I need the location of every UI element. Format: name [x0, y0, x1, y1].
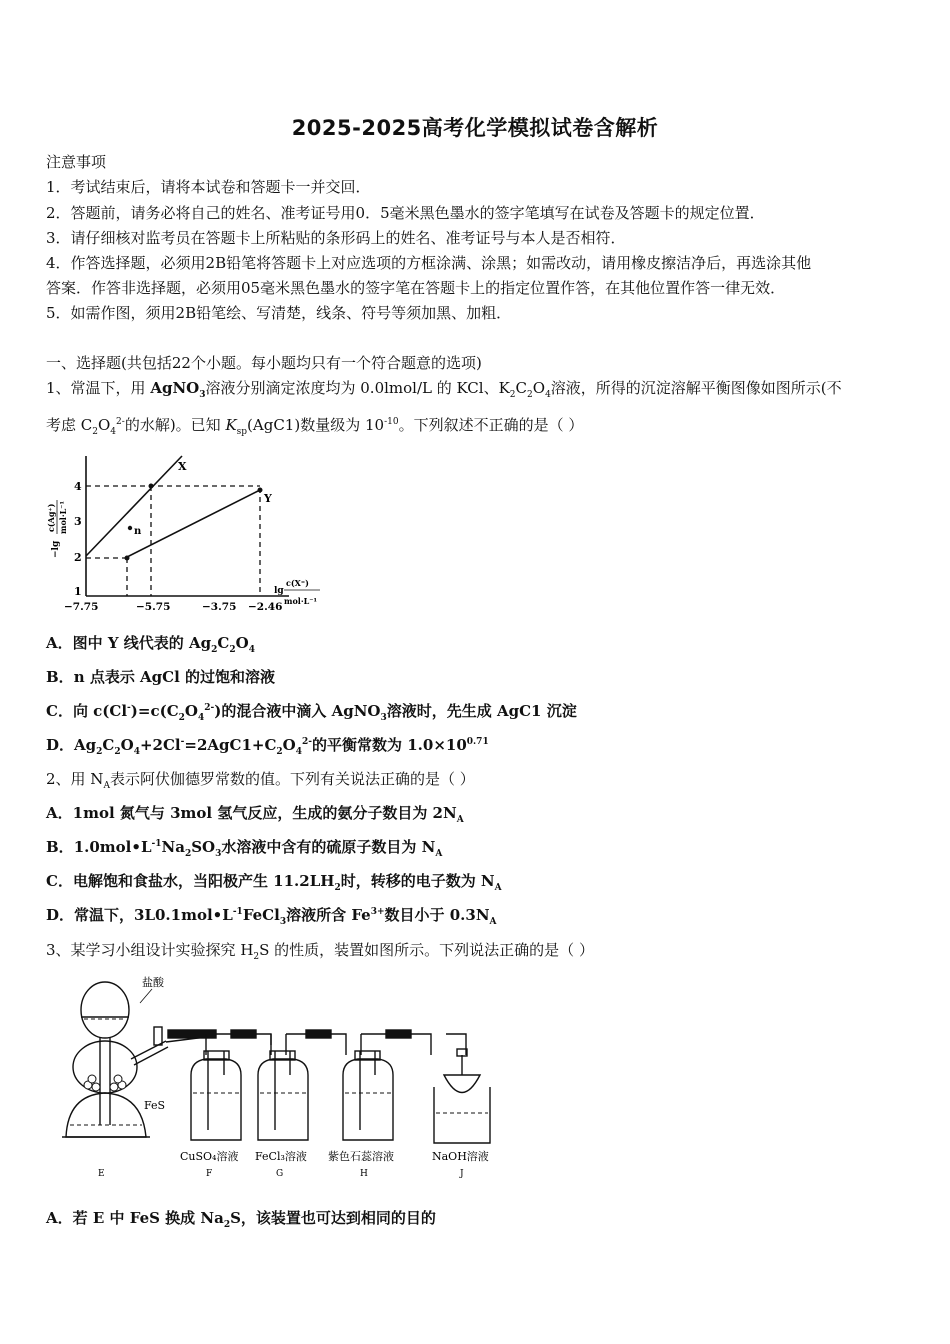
q3-stem: 3、某学习小组设计实验探究 $H_2S$ 的性质，装置如图所示。下列说法正确的是（ ）	[46, 941, 594, 962]
x-label-prefix: lg	[274, 586, 284, 596]
q1-stem-line1: 1、常温下，用 AgNO$_3$溶液分别滴定浓度均为 0.0lmol/L 的 KCl、$K_2C_2O_4$溶液，所得的沉淀溶解平衡图像如图所示(不	[46, 379, 842, 400]
q2-option-a: A．1mol 氮气与 3mol 氢气反应，生成的氨分子数目为 $2N_A$	[46, 804, 464, 825]
label-litmus: 紫色石蕊溶液	[328, 1150, 394, 1163]
x-label-bottom: mol·L⁻¹	[284, 596, 317, 606]
notice-heading: 注意事项	[46, 153, 107, 171]
q3-apparatus-diagram	[56, 975, 496, 1180]
q2-option-c: C．电解饱和食盐水，当阳极产生 $11.2LH_2$时，转移的电子数为 $N_A$	[46, 872, 502, 893]
label-h: H	[360, 1169, 368, 1179]
label-y: Y	[264, 492, 272, 505]
q2-stem: 2、用 $N_A$表示阿伏伽德罗常数的值。下列有关说法正确的是（ ）	[46, 770, 475, 791]
notice-item-4: 4．作答选择题，必须用2B铅笔将答题卡上对应选项的方框涂满、涂黑；如需改动，请用橡皮擦洁净后，再选涂其他	[46, 254, 812, 272]
page-title: 2025-2025高考化学模拟试卷含解析	[291, 116, 659, 140]
notice-item-3: 3．请仔细核对监考员在答题卡上所粘贴的条形码上的姓名、准考证号与本人是否相符．	[46, 229, 626, 247]
q1-option-d: D．$Ag_2C_2O_4+2Cl^-=2AgC1+C_2O_4^{2-}$的平衡常数为 $1.0\times 10^{0.71}$	[46, 736, 489, 757]
label-fecl3: FeCl₃溶液	[255, 1150, 307, 1163]
x-label-top: c(X⁼)	[286, 578, 309, 588]
y-label-bottom: mol·L⁻¹	[58, 501, 68, 534]
label-j: J	[460, 1169, 464, 1179]
y-label-prefix: −lg	[51, 540, 61, 558]
x-tick-3: −3.75	[202, 601, 237, 613]
x-tick-2: −5.75	[136, 601, 171, 613]
label-e: E	[98, 1169, 105, 1179]
notice-item-5: 5．如需作图，须用2B铅笔绘、写清楚，线条、符号等须加黑、加粗．	[46, 304, 512, 322]
q1-option-a: A．图中 Y 线代表的 $Ag_2C_2O_4$	[46, 634, 255, 655]
q2-option-d: D．常温下，$3L0.1mol•L^{-1}FeCl_3$溶液所含 $Fe^{3+}$数目小于 $0.3N_A$	[46, 906, 497, 927]
line-y	[127, 490, 260, 557]
q1-solubility-graph	[44, 450, 334, 618]
notice-item-4-cont: 答案．作答非选择题，必须用05毫米黑色墨水的签字笔在答题卡上的指定位置作答，在其他位置作答一律无效．	[46, 279, 786, 297]
y-tick-2: 2	[74, 551, 82, 564]
q3-option-a: A．若 E 中 FeS 换成 $Na_2S$，该装置也可达到相同的目的	[46, 1209, 436, 1230]
y-tick-3: 3	[74, 515, 82, 528]
q1-stem-line2: 考虑 $C_2O_4^{2-}$的水解)。已知 $K_{sp}(AgC1)$数量级为 $10^{-10}$。下列叙述不正确的是（ ）	[46, 416, 584, 437]
line-x	[86, 456, 182, 556]
section-heading: 一、选择题(共包括22个小题。每小题均只有一个符合题意的选项)	[46, 354, 482, 372]
label-cuso4: CuSO₄溶液	[180, 1150, 239, 1163]
label-fes: FeS	[144, 1099, 166, 1112]
label-g: G	[276, 1169, 284, 1179]
label-naoh: NaOH溶液	[432, 1150, 489, 1163]
label-n: n	[134, 526, 142, 537]
x-tick-4: −2.46	[248, 601, 283, 613]
notice-item-1: 1．考试结束后，请将本试卷和答题卡一并交回．	[46, 178, 371, 196]
label-hcl: 盐酸	[142, 976, 164, 989]
x-tick-1: −7.75	[64, 601, 99, 613]
label-f: F	[206, 1169, 213, 1179]
label-x: X	[178, 460, 187, 473]
point-n	[128, 526, 132, 530]
q2-option-b: B．$1.0mol•L^{-1}Na_2SO_3$水溶液中含有的硫原子数目为 $N_A$	[46, 838, 443, 859]
q1-option-b: B．n 点表示 AgCl 的过饱和溶液	[46, 668, 276, 686]
y-tick-1: 1	[74, 585, 82, 598]
y-tick-4: 4	[74, 480, 82, 493]
q1-option-c: C．向 $c(Cl^-)=c(C_2O_4^{2-})$的混合液中滴入 AgNO$_3$溶液时，先生成 AgC1 沉淀	[46, 702, 577, 723]
y-label-top: c(Ag⁺)	[46, 503, 56, 532]
notice-item-2: 2．答题前，请务必将自己的姓名、准考证号用0．5毫米黑色墨水的签字笔填写在试卷及答题卡的规定位置．	[46, 204, 765, 222]
